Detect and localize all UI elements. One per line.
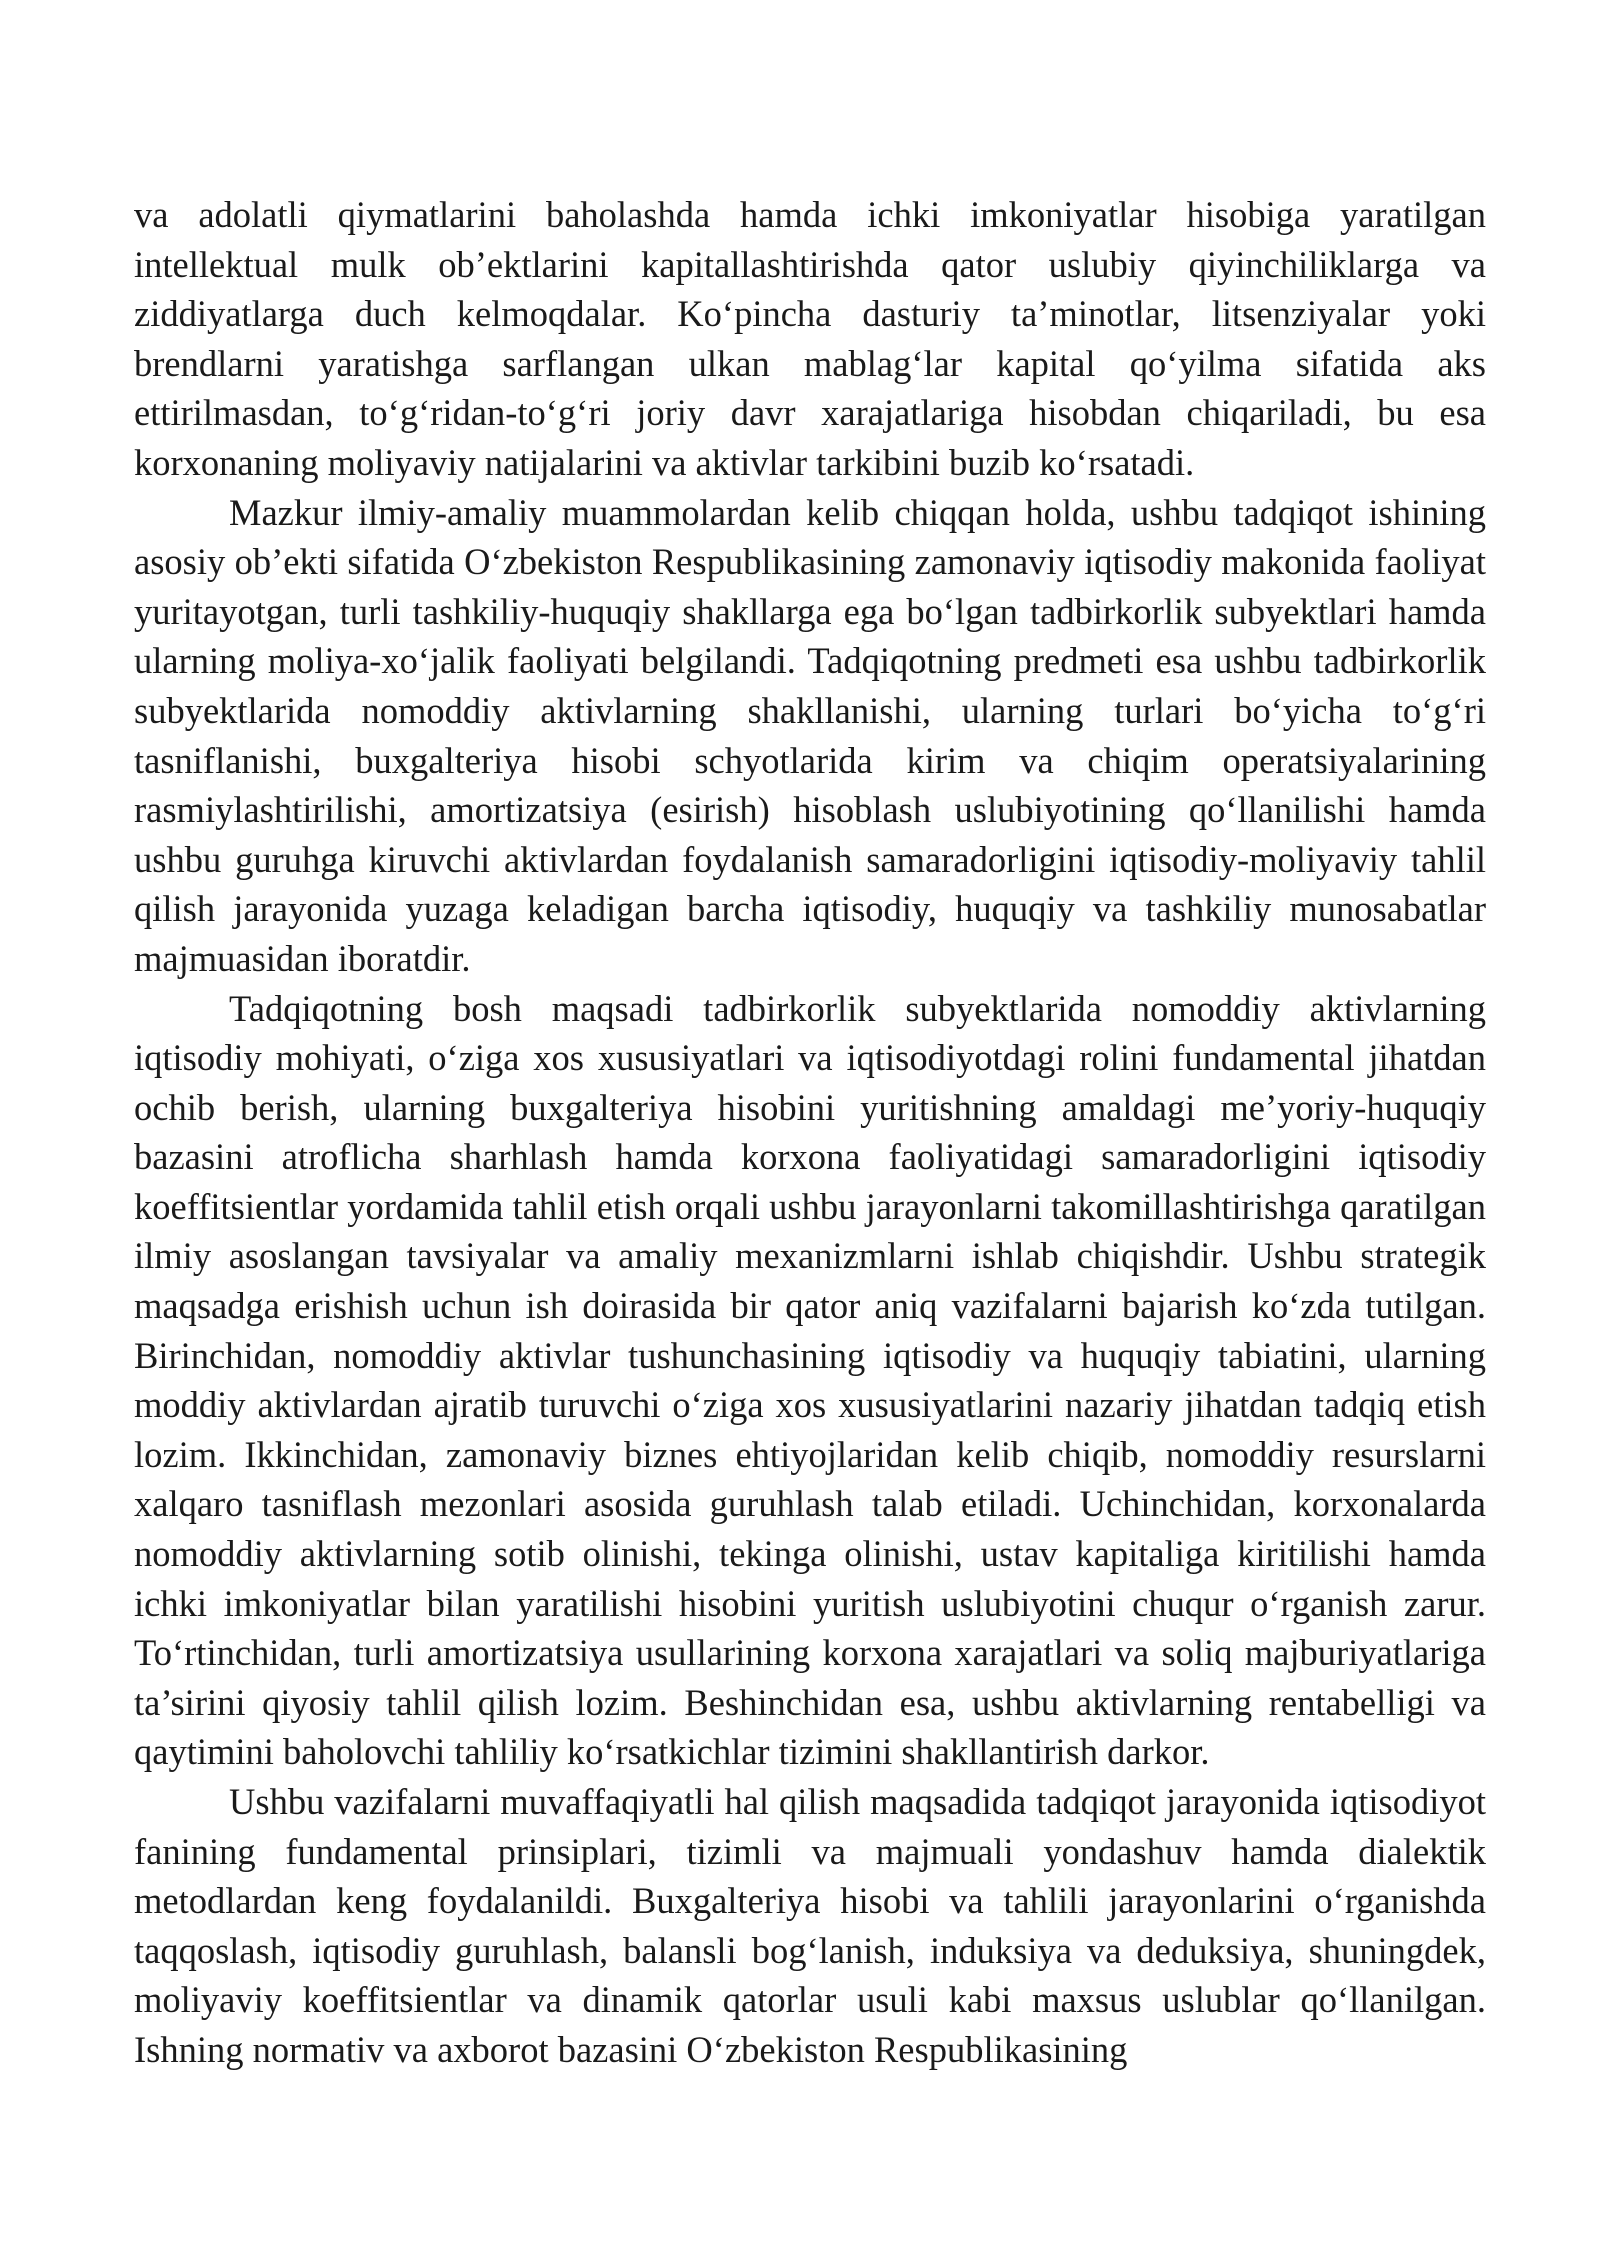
paragraph-4: Ushbu vazifalarni muvaffaqiyatli hal qilish maqsadida tadqiqot jarayonida iqtisodiyot fanining fundamental prinsiplari, tizimli va majmuali yondashuv hamda dialektik metodlardan keng foydalanildi. Buxgalteriya hisobi va tahlili jarayonlarini o‘rganishda taqqoslash, iqtisodiy guruhlash, balansli bog‘lanish, induksiya va deduksiya, shuningdek, moliyaviy koeffitsientlar va dinamik qatorlar usuli kabi maxsus uslublar qo‘llanilgan. Ishning normativ va axborot bazasini O‘zbekiston Respublikasining xyxy=(134,1781,1486,2070)
paragraph-2: Mazkur ilmiy-amaliy muammolardan kelib chiqqan holda, ushbu tadqiqot ishining asosiy ob’ekti sifatida O‘zbekiston Respublikasining zamonaviy iqtisodiy makonida faoliyat yuritayotgan, turli tashkiliy-huquqiy shakllarga ega bo‘lgan tadbirkorlik subyektlari hamda ularning moliya-xo‘jalik faoliyati belgilandi. Tadqiqotning predmeti esa ushbu tadbirkorlik subyektlarida nomoddiy aktivlarning shakllanishi, ularning turlari bo‘yicha to‘g‘ri tasniflanishi, buxgalteriya hisobi schyotlarida kirim va chiqim operatsiyalarining rasmiylashtirilishi, amortizatsiya (esirish) hisoblash uslubiyotining qo‘llanilishi hamda ushbu guruhga kiruvchi aktivlardan foydalanish samaradorligini iqtisodiy-moliyaviy tahlil qilish jarayonida yuzaga keladigan barcha iqtisodiy, huquqiy va tashkiliy munosabatlar majmuasidan iboratdir. xyxy=(134,491,1486,979)
paragraph-1: va adolatli qiymatlarini baholashda hamda ichki imkoniyatlar hisobiga yaratilgan intellektual mulk ob’ektlarini kapitallashtirishda qator uslubiy qiyinchiliklarga va ziddiyatlarga duch kelmoqdalar. Ko‘pincha dasturiy ta’minotlar, litsenziyalar yoki brendlarni yaratishga sarflangan ulkan mablag‘lar kapital qo‘yilma sifatida aks ettirilmasdan, to‘g‘ridan-to‘g‘ri joriy davr xarajatlariga hisobdan chiqariladi, bu esa korxonaning moliyaviy natijalarini va aktivlar tarkibini buzib ko‘rsatadi. xyxy=(134,194,1486,483)
document-page xyxy=(134,190,1486,2075)
paragraph-3: Tadqiqotning bosh maqsadi tadbirkorlik subyektlarida nomoddiy aktivlarning iqtisodiy mohiyati, o‘ziga xos xususiyatlari va iqtisodiyotdagi rolini fundamental jihatdan ochib berish, ularning buxgalteriya hisobini yuritishning amaldagi me’yoriy-huquqiy bazasini atroflicha sharhlash hamda korxona faoliyatidagi samaradorligini iqtisodiy koeffitsientlar yordamida tahlil etish orqali ushbu jarayonlarni takomillashtirishga qaratilgan ilmiy asoslangan tavsiyalar va amaliy mexanizmlarni ishlab chiqishdir. Ushbu strategik maqsadga erishish uchun ish doirasida bir qator aniq vazifalarni bajarish ko‘zda tutilgan. Birinchidan, nomoddiy aktivlar tushunchasining iqtisodiy va huquqiy tabiatini, ularning moddiy aktivlardan ajratib turuvchi o‘ziga xos xususiyatlarini nazariy jihatdan tadqiq etish lozim. Ikkinchidan, zamonaviy biznes ehtiyojlaridan kelib chiqib, nomoddiy resurslarni xalqaro tasniflash mezonlari asosida guruhlash talab etiladi. Uchinchidan, korxonalarda nomoddiy aktivlarning sotib olinishi, tekinga olinishi, ustav kapitaliga kiritilishi hamda ichki imkoniyatlar bilan yaratilishi hisobini yuritish uslubiyotini chuqur o‘rganish zarur. To‘rtinchidan, turli amortizatsiya usullarining korxona xarajatlari va soliq majburiyatlariga ta’sirini qiyosiy tahlil qilish lozim. Beshinchidan esa, ushbu aktivlarning rentabelligi va qaytimini baholovchi tahliliy ko‘rsatkichlar tizimini shakllantirish darkor. xyxy=(134,987,1486,1773)
